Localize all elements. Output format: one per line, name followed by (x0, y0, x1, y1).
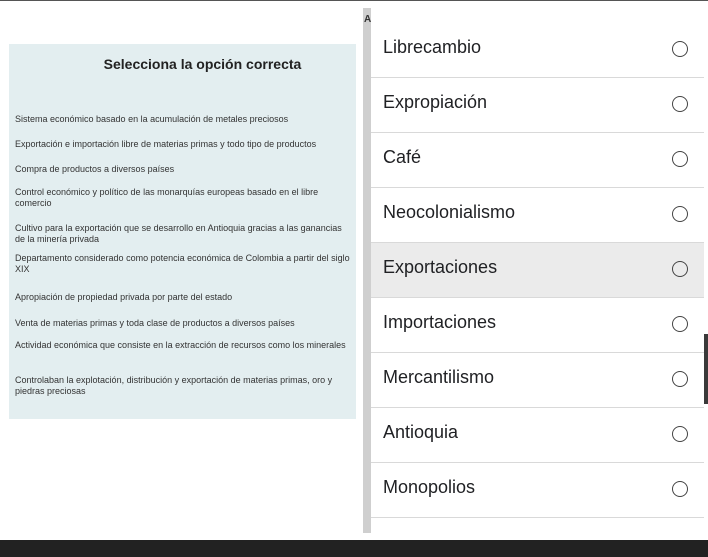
card-title: Selecciona la opción correcta (103, 56, 302, 72)
option-neocolonialismo[interactable] (371, 188, 704, 243)
option-mercantilismo[interactable] (371, 353, 704, 408)
option-label: Expropiación (383, 92, 488, 112)
radio-icon[interactable] (672, 316, 688, 332)
answer-dropdown[interactable] (371, 8, 704, 533)
clue-item: Cultivo para la exportación que se desarrollo en Antioquia gracias a las ganancias de la minería privada (15, 223, 342, 244)
clue-item: Apropiación de propiedad privada por parte del estado (15, 292, 233, 302)
strip-letter: A (364, 14, 372, 25)
option-exportaciones[interactable] (371, 243, 704, 298)
clue-item: Actividad económica que consiste en la extracción de recursos como los minerales (15, 340, 346, 350)
radio-icon[interactable] (672, 206, 688, 222)
clue-item: Control económico y político de las monarquías europeas basado en el libre comercio (15, 187, 319, 208)
clue-item: Compra de productos a diversos países (15, 164, 175, 174)
option-librecambio[interactable] (371, 23, 704, 78)
option-label: Importaciones (383, 312, 497, 332)
side-toolbar-fragment (704, 334, 708, 404)
option-label: Monopolios (383, 477, 476, 497)
option-importaciones[interactable] (371, 298, 704, 353)
radio-icon[interactable] (672, 151, 688, 167)
clue-item: Controlaban la explotación, distribución y exportación de materias primas, oro y piedras preciosas (15, 375, 333, 396)
clue-item: Exportación e importación libre de materias primas y todo tipo de productos (15, 139, 317, 149)
radio-icon[interactable] (672, 426, 688, 442)
radio-icon[interactable] (672, 371, 688, 387)
radio-icon[interactable] (672, 96, 688, 112)
top-divider (0, 0, 708, 1)
radio-icon[interactable] (672, 481, 688, 497)
clue-item: Departamento considerado como potencia económica de Colombia a partir del siglo XIX (15, 253, 350, 274)
option-label: Neocolonialismo (383, 202, 516, 222)
option-antioquia[interactable] (371, 408, 704, 463)
option-label: Exportaciones (383, 257, 498, 277)
bottom-bar (0, 540, 708, 557)
question-card (9, 44, 356, 419)
radio-icon[interactable] (672, 41, 688, 57)
option-cafe[interactable] (371, 133, 704, 188)
option-monopolios[interactable] (371, 463, 704, 518)
clue-item: Sistema económico basado en la acumulación de metales preciosos (15, 114, 289, 124)
option-label: Librecambio (383, 37, 482, 57)
option-expropiacion[interactable] (371, 78, 704, 133)
option-label: Antioquia (383, 422, 459, 442)
clue-item: Venta de materias primas y toda clase de productos a diversos países (15, 318, 295, 328)
option-label: Mercantilismo (383, 367, 495, 387)
option-label: Café (383, 147, 422, 167)
radio-icon[interactable] (672, 261, 688, 277)
